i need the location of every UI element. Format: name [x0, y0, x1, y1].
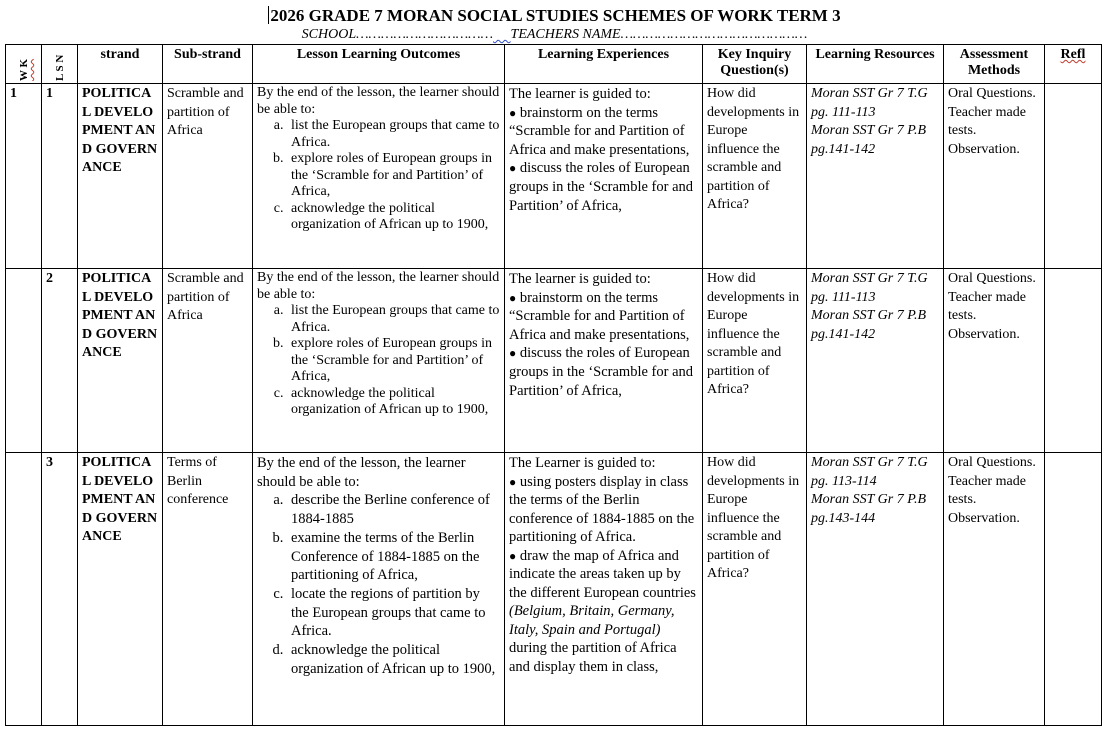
experience-item-cont: Africa and make presentations, — [509, 326, 690, 343]
experience-item-cont: groups in the ‘Scramble for and Partition’ of Africa, — [509, 178, 694, 214]
header-resources: Learning Resources — [807, 45, 944, 84]
experience-item: ● using posters display in class the terms of the Berlin conference of 1884-1885 on the partitioning of Africa. — [509, 473, 695, 545]
list-item: c. acknowledge the political organization of African up to 1900, — [287, 386, 500, 419]
experience-item: ● draw the map of Africa and indicate the areas taken up by the different European countries (Belgium, Britain, Germany, Italy, Spain and Portugal) during the partition of Africa and display them in class, — [509, 547, 696, 675]
header-week: W K — [6, 45, 42, 84]
outcomes-cell — [253, 269, 505, 453]
header-assessment: Assessment Methods — [944, 45, 1045, 84]
strand-cell: POLITICAL DEVELOPMENT AND GOVERNANCE — [78, 269, 163, 453]
outcomes-list — [257, 118, 500, 234]
table-row — [6, 269, 1102, 453]
outcomes-list — [257, 303, 500, 419]
header-strand: strand — [78, 45, 163, 84]
list-item: c. acknowledge the political organization of African up to 1900, — [287, 201, 500, 234]
experience-item: ● brainstorm on the terms “Scramble for and Partition of — [509, 104, 685, 140]
lesson-cell: 2 — [42, 269, 78, 453]
reflection-cell — [1045, 453, 1102, 726]
bullet-icon: ● — [509, 346, 517, 361]
assessment-cell: Oral Questions. Teacher made tests. Observation. — [944, 453, 1045, 726]
inquiry-cell: How did developments in Europe influence the scramble and partition of Africa? — [703, 453, 807, 726]
list-item: d. acknowledge the political organization of African up to 1900, — [287, 641, 500, 678]
inquiry-cell: How did developments in Europe influence the scramble and partition of Africa? — [703, 84, 807, 269]
experience-item: ● discuss the roles of European — [509, 160, 690, 177]
resource-item: Moran SST Gr 7 P.B pg.141-142 — [811, 308, 927, 342]
experience-item-cont: Africa and make presentations, — [509, 141, 690, 158]
week-cell — [6, 453, 42, 726]
list-item: a. describe the Berline conference of 1884-1885 — [287, 491, 500, 528]
lesson-cell: 1 — [42, 84, 78, 269]
resource-item: Moran SST Gr 7 T.G pg. 111-113 — [811, 86, 928, 120]
lesson-cell: 3 — [42, 453, 78, 726]
week-cell: 1 — [6, 84, 42, 269]
resources-cell — [807, 453, 944, 726]
bullet-icon: ● — [509, 161, 517, 176]
inquiry-cell: How did developments in Europe influence the scramble and partition of Africa? — [703, 269, 807, 453]
list-item: a. list the European groups that came to Africa. — [287, 118, 500, 151]
outcomes-intro: By the end of the lesson, the learner should be able to: — [257, 455, 466, 490]
header-sub-strand: Sub-strand — [163, 45, 253, 84]
experiences-cell — [505, 453, 703, 726]
list-item: a. list the European groups that came to Africa. — [287, 303, 500, 336]
outcomes-cell — [253, 453, 505, 726]
list-item: b. examine the terms of the Berlin Conference of 1884-1885 on the partitioning of Africa, — [287, 529, 500, 585]
resource-item: Moran SST Gr 7 T.G pg. 113-114 — [811, 455, 928, 489]
resources-cell — [807, 84, 944, 269]
scheme-table — [5, 44, 1102, 726]
reflection-cell — [1045, 84, 1102, 269]
experiences-cell — [505, 269, 703, 453]
header-reflection: Refl — [1045, 45, 1102, 84]
list-item: b. explore roles of European groups in the ‘Scramble for and Partition’ of Africa, — [287, 336, 500, 386]
resource-item: Moran SST Gr 7 T.G pg. 111-113 — [811, 271, 928, 305]
header-lesson: L S N — [42, 45, 78, 84]
bullet-icon: ● — [509, 105, 517, 120]
country-list: (Belgium, Britain, Germany, Italy, Spain and Portugal) — [509, 603, 675, 638]
sub-strand-cell: Scramble and partition of Africa — [163, 269, 253, 453]
header-row — [6, 45, 1102, 84]
subtitle-gap — [493, 27, 511, 42]
assessment-cell: Oral Questions. Teacher made tests. Observation. — [944, 269, 1045, 453]
outcomes-cell — [253, 84, 505, 269]
experience-item: ● brainstorm on the terms “Scramble for and Partition of — [509, 289, 685, 325]
sub-strand-cell: Terms of Berlin conference — [163, 453, 253, 726]
header-experiences: Learning Experiences — [505, 45, 703, 84]
list-item: c. locate the regions of partition by the European groups that came to Africa. — [287, 585, 500, 641]
resources-cell — [807, 269, 944, 453]
outcomes-intro: By the end of the lesson, the learner should be able to: — [257, 270, 500, 302]
outcomes-intro: By the end of the lesson, the learner should be able to: — [257, 85, 500, 117]
strand-cell: POLITICAL DEVELOPMENT AND GOVERNANCE — [78, 84, 163, 269]
document-subtitle — [0, 26, 1109, 44]
resource-item: Moran SST Gr 7 P.B pg.143-144 — [811, 492, 927, 526]
week-cell — [6, 269, 42, 453]
strand-cell: POLITICAL DEVELOPMENT AND GOVERNANCE — [78, 453, 163, 726]
school-field: SCHOOL…………………………… — [301, 27, 494, 42]
sub-strand-cell: Scramble and partition of Africa — [163, 84, 253, 269]
experiences-intro: The learner is guided to: — [509, 271, 651, 287]
reflection-cell — [1045, 269, 1102, 453]
header-outcomes: Lesson Learning Outcomes — [253, 45, 505, 84]
resource-item: Moran SST Gr 7 P.B pg.141-142 — [811, 123, 927, 157]
bullet-icon: ● — [509, 474, 517, 489]
table-row — [6, 453, 1102, 726]
document-title-text: 2026 GRADE 7 MORAN SOCIAL STUDIES SCHEMES OF WORK TERM 3 — [270, 6, 841, 25]
experiences-intro: The Learner is guided to: — [509, 455, 656, 471]
outcomes-list — [257, 491, 500, 678]
teacher-name-field: TEACHERS NAME……………………………………… — [510, 27, 808, 42]
bullet-icon: ● — [509, 548, 517, 563]
experience-item: ● discuss the roles of European — [509, 345, 690, 362]
experience-item-cont: groups in the ‘Scramble for and Partition’ of Africa, — [509, 363, 694, 399]
bullet-icon: ● — [509, 290, 517, 305]
assessment-cell: Oral Questions. Teacher made tests. Observation. — [944, 84, 1045, 269]
experiences-intro: The learner is guided to: — [509, 86, 651, 102]
table-row — [6, 84, 1102, 269]
document-title — [0, 5, 1109, 27]
experiences-cell — [505, 84, 703, 269]
header-inquiry: Key Inquiry Question(s) — [703, 45, 807, 84]
list-item: b. explore roles of European groups in the ‘Scramble for and Partition’ of Africa, — [287, 151, 500, 201]
